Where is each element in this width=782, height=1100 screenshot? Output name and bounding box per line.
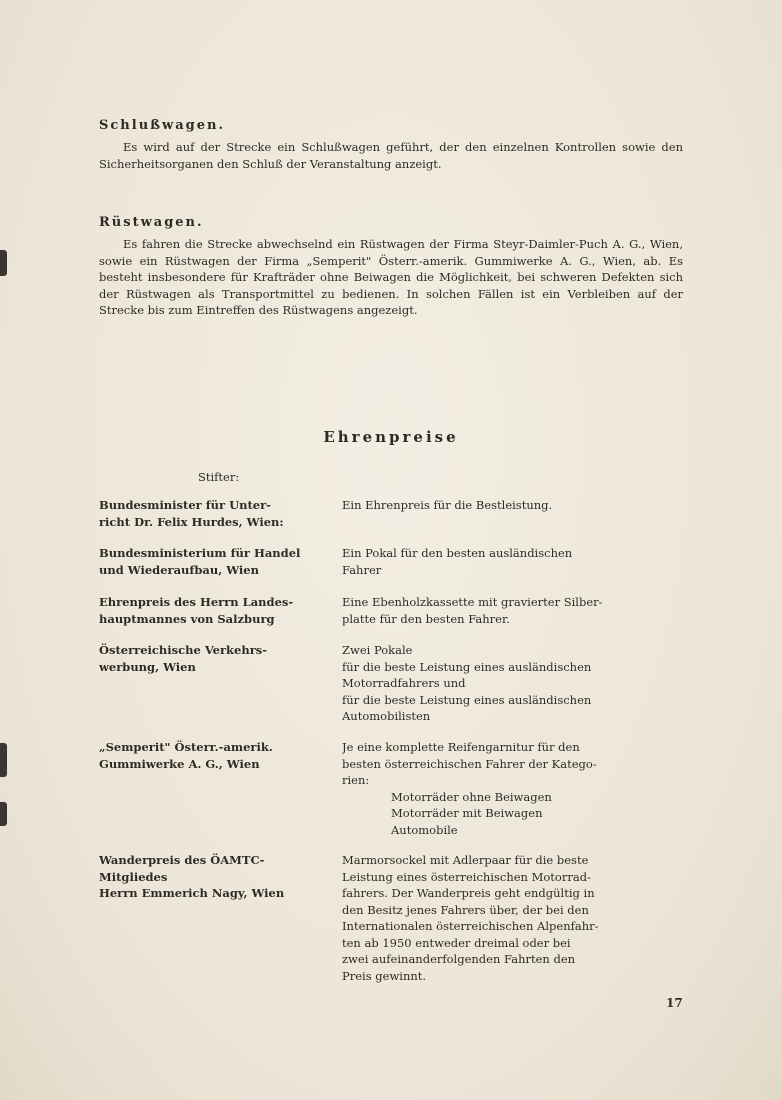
donor: Bundesministerium für Handel und Wiederaufbau, Wien: [99, 546, 301, 577]
prize-description: Ein Ehrenpreis für die Bestleistung.: [342, 498, 553, 512]
prize-description: Eine Ebenholzkassette mit gravierter Silber- platte für den besten Fahrer.: [342, 595, 603, 626]
donor: „Semperit" Österr.-amerik. Gummiwerke A. G., Wien: [99, 740, 273, 771]
donor: Ehrenpreis des Herrn Landes- hauptmannes von Salzburg: [99, 595, 294, 626]
ehrenpreise-title: Ehrenpreise: [323, 428, 459, 446]
section-heading-schlusswagen: Schlußwagen.: [99, 118, 225, 133]
category-item: Motorräder mit Beiwagen: [391, 806, 543, 820]
prize-description: Marmorsockel mit Adlerpaar für die beste Leistung eines österreichischen Motorrad- fahrers. Der Wanderpreis geht endgültig in den Besitz jenes Fahrers über, der bei den Internationalen österreichischen Alpenfahr- ten ab 1950 entweder dreimal oder bei zwei aufeinanderfolgenden Fahrten den Preis gewinnt.: [342, 853, 599, 983]
binding-mark: [0, 743, 7, 777]
donor: Wanderpreis des ÖAMTC- Mitgliedes Herrn Emmerich Nagy, Wien: [99, 853, 285, 900]
binding-mark: [0, 802, 7, 826]
prize-description: Je eine komplette Reifengarnitur für den besten österreichischen Fahrer der Katego- rien: Motorräder ohne Beiwagen Motorräder mit Beiwagen Automobile: [342, 739, 684, 838]
page-number: 17: [666, 996, 683, 1010]
category-item: Automobile: [391, 822, 458, 837]
section-text-schlusswagen: Es wird auf der Strecke ein Schlußwagen geführt, der den einzelnen Kontrollen sowie den Sicherheitsorganen den Schluß der Veranstaltung anzeigt.: [99, 140, 683, 171]
section-text-ruestwagen: Es fahren die Strecke abwechselnd ein Rüstwagen der Firma Steyr-Daimler-Puch A. G., Wien, sowie ein Rüstwagen der Firma „Semperit" Österr.-amerik. Gummiwerke A. G., Wien, ab. Es besteht insbesondere für Krafträder ohne Beiwagen die Möglichkeit, bei schweren Defekten sich der Rüstwagen als Transportmittel zu bedienen. In solchen Fällen ist ein Verbleiben auf der Strecke bis zum Eintreffen des Rüstwagens angezeigt.: [99, 237, 683, 317]
donor: Österreichische Verkehrs- werbung, Wien: [99, 643, 268, 674]
prize-description: Ein Pokal für den besten ausländischen Fahrer: [342, 546, 573, 577]
binding-mark: [0, 250, 7, 276]
donor: Bundesminister für Unter- richt Dr. Felix Hurdes, Wien:: [99, 498, 284, 529]
category-item: Motorräder ohne Beiwagen: [391, 789, 552, 804]
stifter-label: Stifter:: [198, 470, 240, 484]
section-heading-ruestwagen: Rüstwagen.: [99, 215, 204, 230]
prize-description: Zwei Pokale für die beste Leistung eines ausländischen Motorradfahrers und für die beste Leistung eines ausländischen Automobilisten: [342, 643, 592, 723]
